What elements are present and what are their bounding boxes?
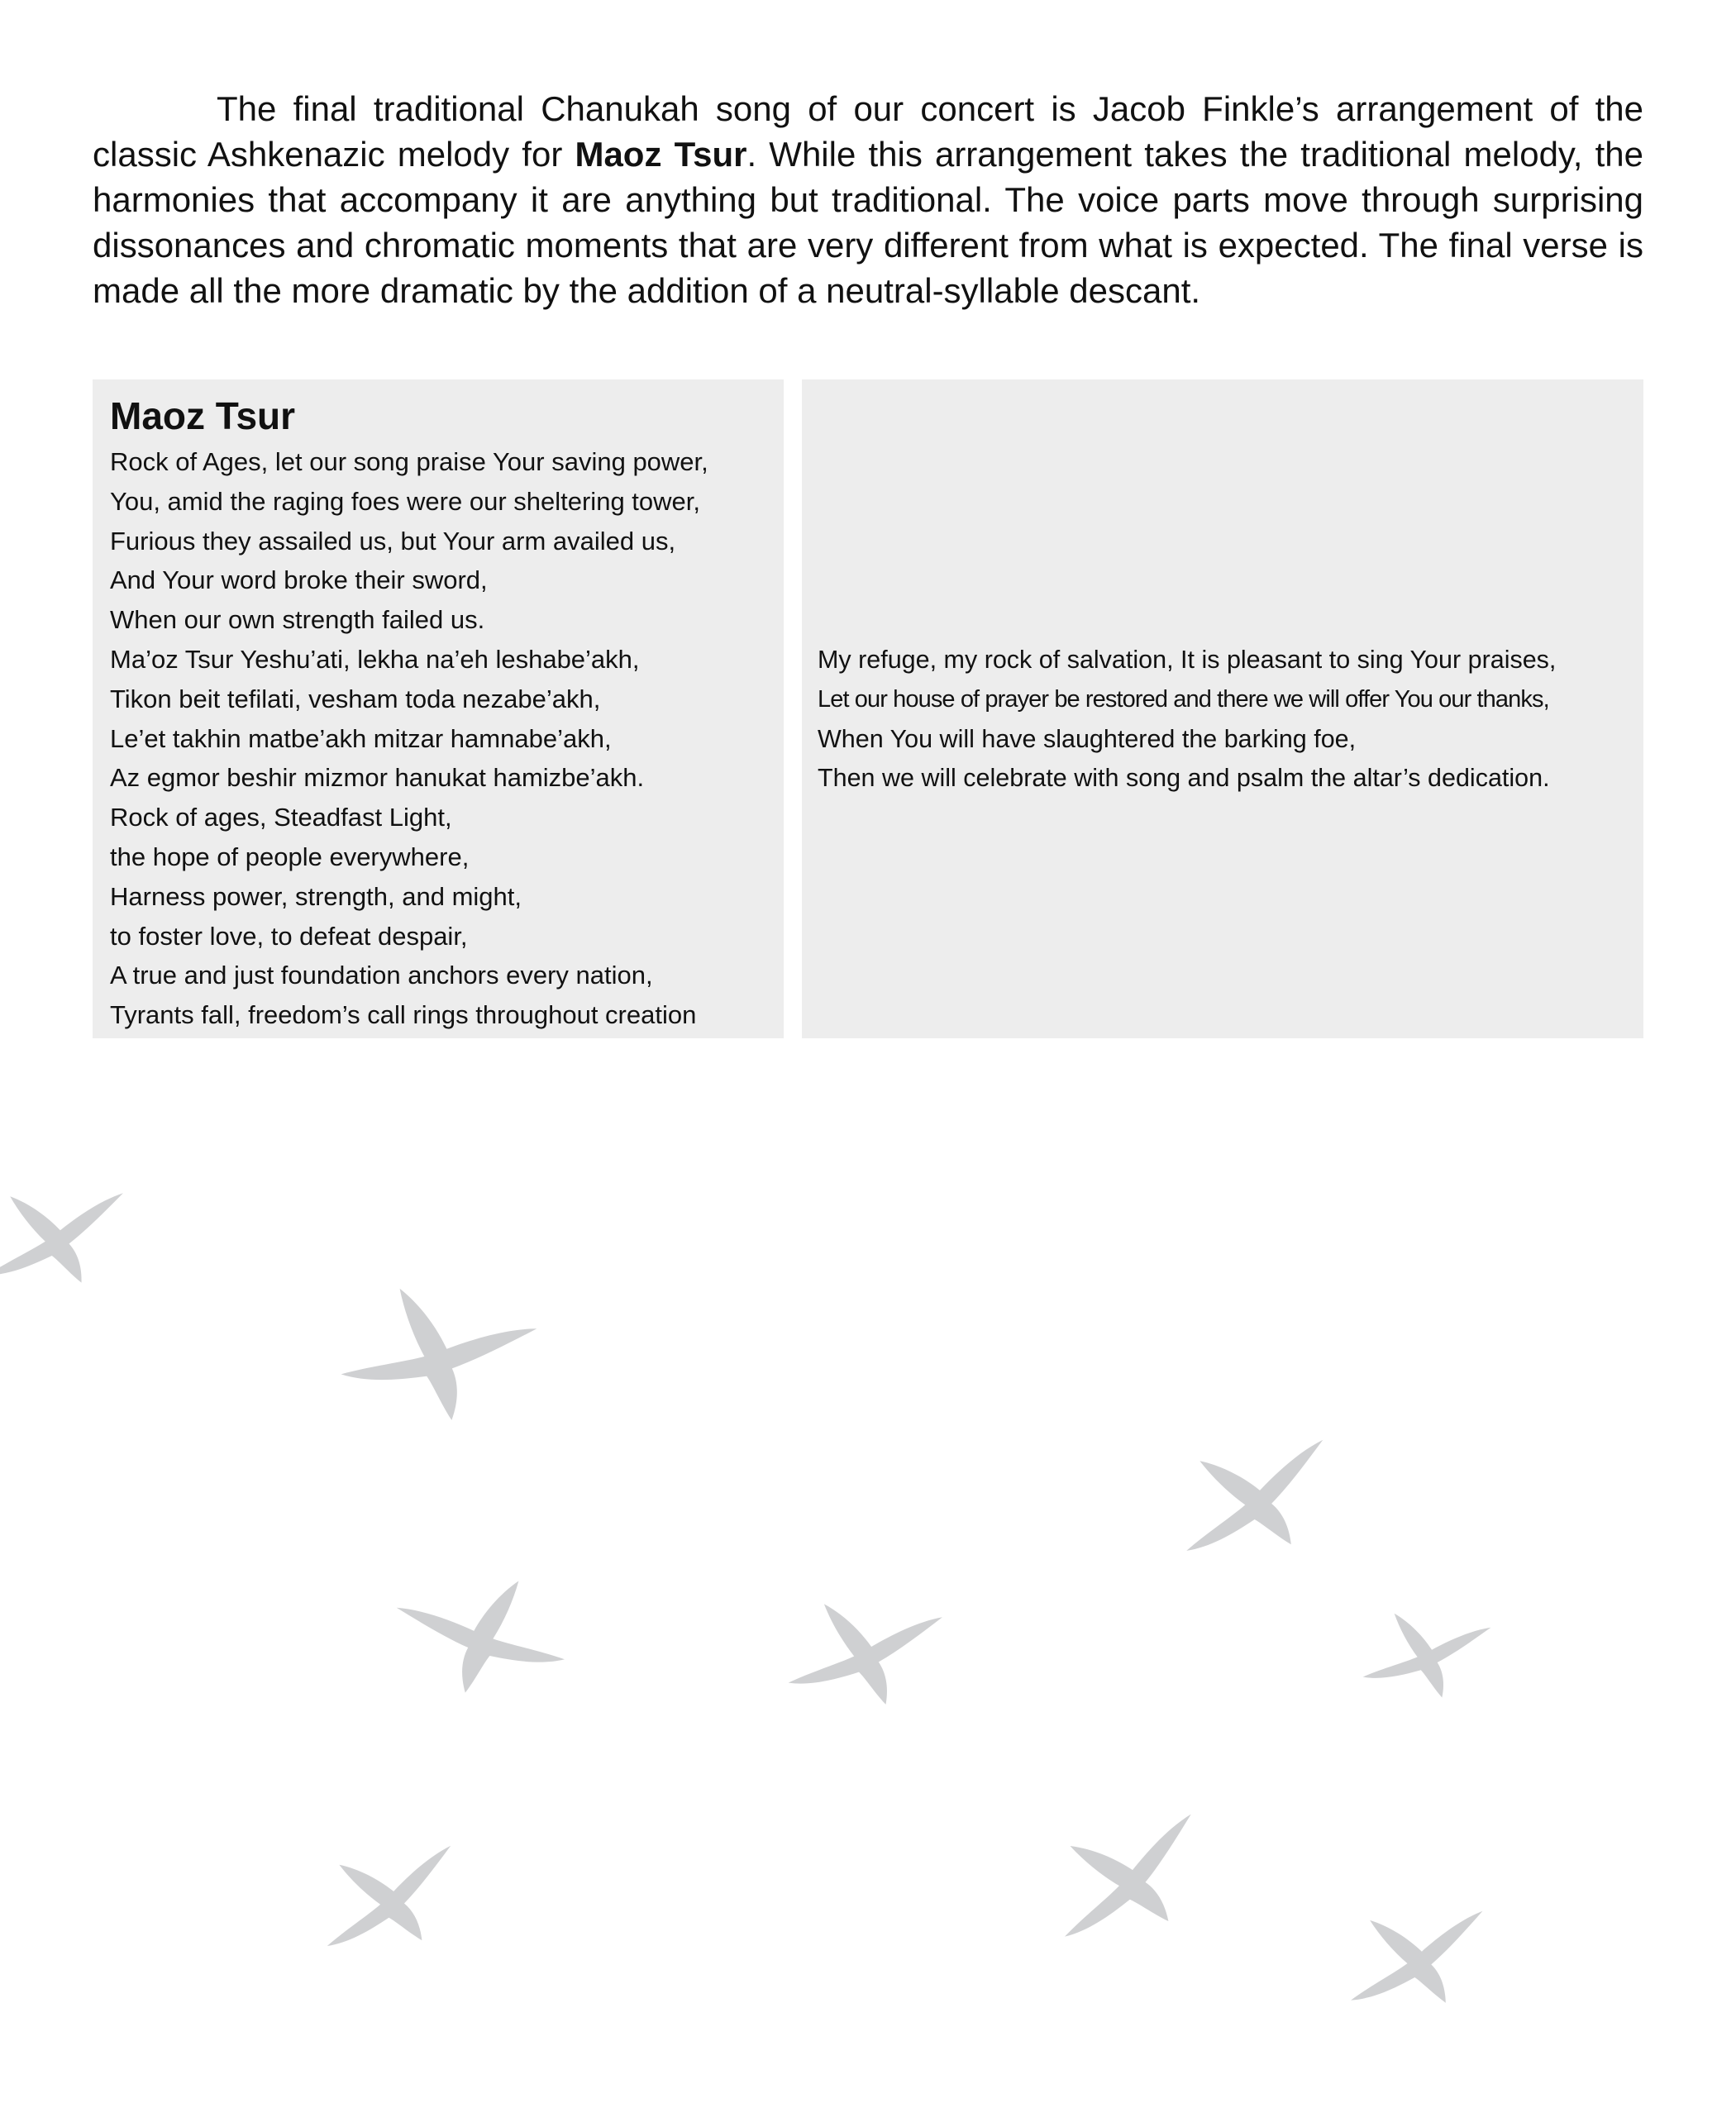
lyric-line: Rock of Ages, let our song praise Your saving power,	[110, 447, 708, 476]
lyric-line: When our own strength failed us.	[110, 605, 485, 635]
intro-paragraph	[93, 86, 1643, 313]
lyric-line: the hope of people everywhere,	[110, 842, 470, 871]
bird-icon	[386, 1565, 575, 1706]
lyric-line: Ma’oz Tsur Yeshu’ati, lekha na’eh leshabe’akh,	[110, 644, 640, 674]
lyric-line: Az egmor beshir mizmor hanukat hamizbe’akh.	[110, 763, 645, 793]
bird-icon	[1151, 1402, 1360, 1591]
lyric-line: to foster love, to defeat despair,	[110, 921, 468, 951]
bird-icon	[0, 1157, 149, 1314]
bird-icon	[336, 1279, 543, 1428]
lyrics-panel-left	[93, 379, 784, 1038]
intro-text-part1: The final traditional Chanukah song of our concert is Jacob Finkle’s arrangement of the classic Ashkenazic melody for	[93, 89, 1643, 174]
bird-icon	[1352, 1595, 1504, 1713]
bird-icon	[772, 1577, 960, 1726]
lyric-line: Tikon beit tefilati, vesham toda nezabe’akh,	[110, 684, 601, 713]
translation-panel-right	[802, 379, 1643, 1038]
lyric-line: Furious they assailed us, but Your arm availed us,	[110, 526, 676, 556]
bird-flock-decoration	[0, 1157, 1736, 2108]
translation-line: Then we will celebrate with song and psalm the altar’s dedication.	[818, 764, 1550, 793]
intro-text-part2: . While this arrangement takes the traditional melody, the harmonies that accompany it are anything but traditional. The voice parts move through surprising dissonances and chromatic moments that are very different from what is expected. The final verse is made all the more dramatic by the addition of a neutral-syllable descant.	[93, 135, 1643, 310]
lyric-line: You, amid the raging foes were our sheltering tower,	[110, 486, 700, 516]
bird-icon	[295, 1812, 484, 1983]
lyric-line: Tyrants fall, freedom’s call rings throughout creation	[110, 1000, 697, 1030]
lyrics-title: Maoz Tsur	[110, 394, 296, 437]
lyric-line: Le’et takhin matbe’akh mitzar hamnabe’akh,	[110, 723, 612, 753]
translation-lines	[818, 641, 1556, 799]
lyric-line: A true and just foundation anchors every nation,	[110, 961, 653, 990]
bird-icon	[1323, 1876, 1511, 2039]
lyric-line: Harness power, strength, and might,	[110, 881, 522, 911]
translation-line: My refuge, my rock of salvation, It is pleasant to sing Your praises,	[818, 646, 1557, 674]
intro-song-title: Maoz Tsur	[575, 135, 747, 174]
bird-icon	[1024, 1779, 1234, 1975]
lyric-line: And Your word broke their sword,	[110, 565, 488, 595]
lyric-line: Rock of ages, Steadfast Light,	[110, 803, 452, 832]
translation-line: When You will have slaughtered the barking foe,	[818, 724, 1357, 753]
translation-line: Let our house of prayer be restored and there we will offer You our thanks,	[818, 685, 1549, 713]
